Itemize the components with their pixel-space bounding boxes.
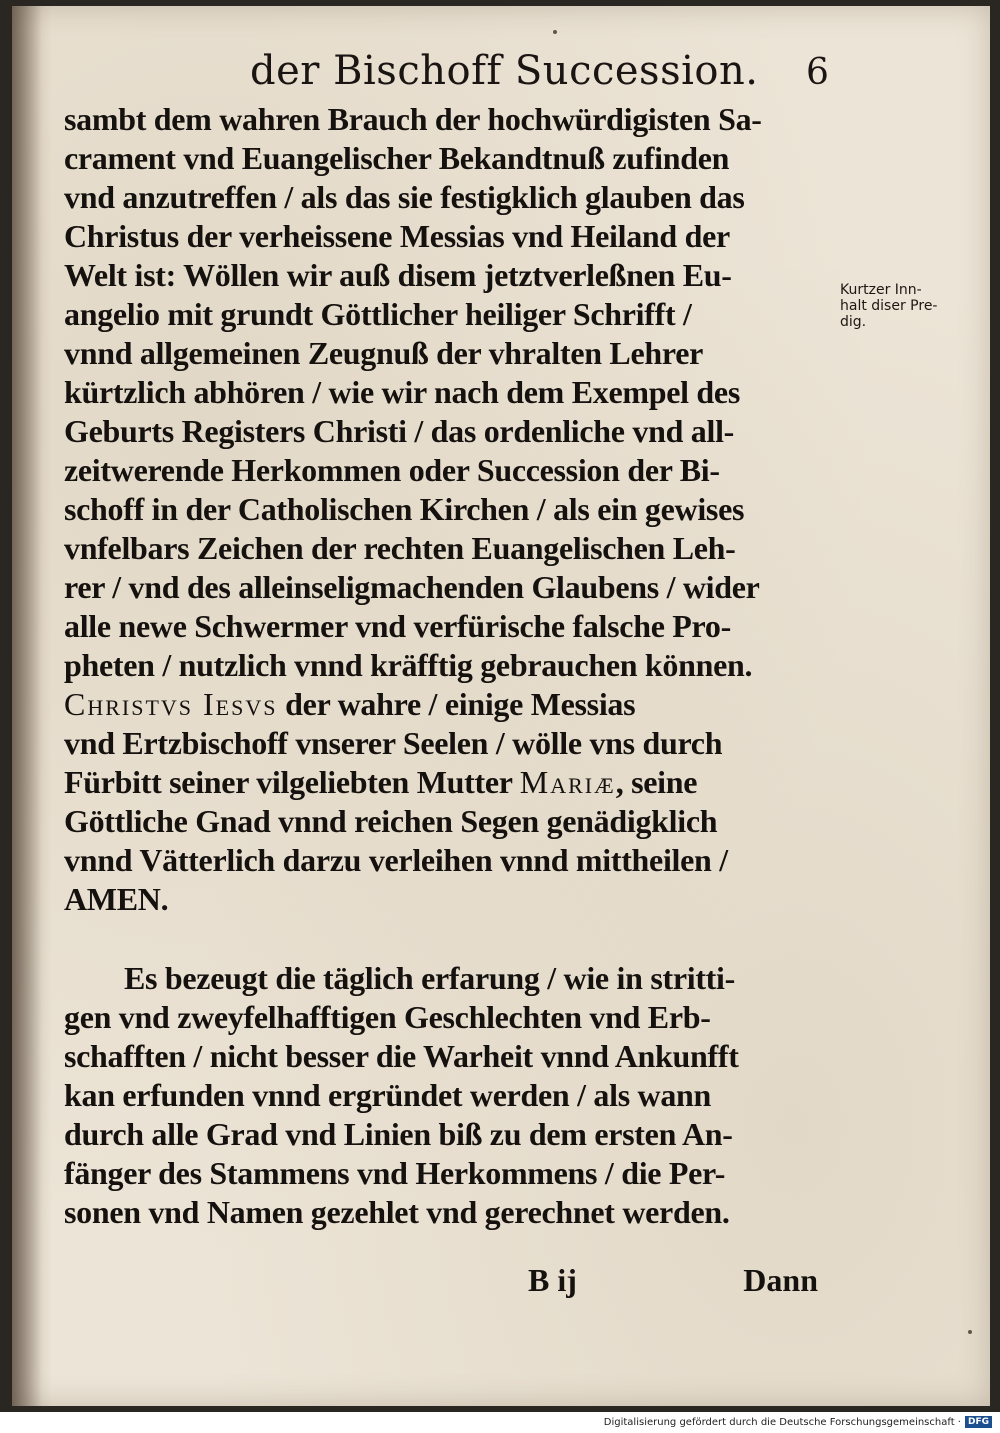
text-line: Geburts Registers Christi / das ordenliche vnd all- (64, 413, 735, 449)
paper-speck (968, 1330, 972, 1334)
main-text-block (64, 100, 834, 1232)
dfg-logo: DFG (965, 1416, 992, 1428)
marginal-note-line: Kurtzer Inn- (840, 282, 922, 298)
text-line: Göttliche Gnad vnnd reichen Segen genädigklich (64, 803, 718, 839)
digitization-credit (604, 1416, 992, 1428)
text-line: gen vnd zweyfelhafftigen Geschlechten vnd Erb- (64, 999, 711, 1035)
catchword: Dann (743, 1262, 818, 1298)
text-line: fänger des Stammens vnd Herkommens / die Per- (64, 1155, 726, 1191)
text-line: sonen vnd Namen gezehlet vnd gerechnet werden. (64, 1194, 730, 1230)
text-line: rer / vnd des alleinseligmachenden Glaubens / wider (64, 569, 760, 605)
text-line: durch alle Grad vnd Linien biß zu dem ersten An- (64, 1116, 733, 1152)
text-line: vnfelbars Zeichen der rechten Euangelischen Leh- (64, 530, 736, 566)
text-line: Es bezeugt die täglich erfarung / wie in stritti- (124, 960, 735, 996)
marginal-note-line: dig. (840, 314, 867, 330)
text-line: vnd anzutreffen / als das sie festigklich glauben das (64, 179, 745, 215)
text-line: kürtzlich abhören / wie wir nach dem Exempel des (64, 374, 740, 410)
text-line: angelio mit grundt Göttlicher heiliger Schrifft / (64, 296, 692, 332)
marginal-note (840, 282, 990, 330)
text-line: vnd Ertzbischoff vnserer Seelen / wölle vns durch (64, 725, 723, 761)
marginal-note-line: halt diser Pre- (840, 298, 938, 314)
text-line: vnnd Vätterlich darzu verleihen vnnd mittheilen / (64, 842, 728, 878)
text-line: schafften / nicht besser die Warheit vnnd Ankunfft (64, 1038, 739, 1074)
text-line: AMEN. (64, 881, 169, 917)
text-line: vnnd allgemeinen Zeugnuß der vhralten Lehrer (64, 335, 704, 371)
text-line: pheten / nutzlich vnnd kräfftig gebrauchen können. (64, 647, 753, 683)
text-line: kan erfunden vnnd ergründet werden / als wann (64, 1077, 712, 1113)
text-line: Welt ist: Wöllen wir auß disem jetztverleßnen Eu- (64, 257, 732, 293)
page-gutter-shadow (12, 6, 42, 1406)
text-line: Christvs Iesvs der wahre / einige Messias (64, 686, 636, 722)
text-line: alle newe Schwermer vnd verfürische falsche Pro- (64, 608, 731, 644)
text-line: schoff in der Catholischen Kirchen / als ein gewises (64, 491, 745, 527)
text-line: crament vnd Euangelischer Bekandtnuß zufinden (64, 140, 730, 176)
paper-speck (553, 30, 557, 34)
credit-text: Digitalisierung gefördert durch die Deutsche Forschungsgemeinschaft · (603, 1416, 961, 1428)
text-line: zeitwerende Herkommen oder Succession der Bi- (64, 452, 720, 488)
page-footer-line (64, 1262, 834, 1302)
running-head: der Bischoff Succession. (250, 48, 759, 94)
signature-mark: B ij (528, 1262, 577, 1298)
text-line: sambt dem wahren Brauch der hochwürdigisten Sa- (64, 101, 762, 137)
paragraph-gap (64, 919, 834, 959)
text-line: Christus der verheissene Messias vnd Heiland der (64, 218, 730, 254)
text-line: Fürbitt seiner vilgeliebten Mutter Mariæ, seine (64, 764, 698, 800)
page-number: 6 (806, 52, 829, 93)
